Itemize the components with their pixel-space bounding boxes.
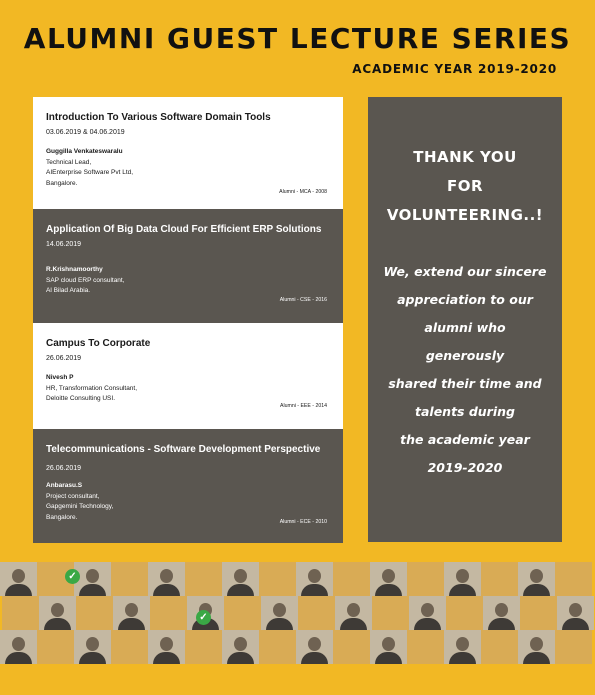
- academic-year: ACADEMIC YEAR 2019-2020: [352, 62, 557, 76]
- lecture-card: [33, 323, 343, 429]
- speaker-detail: Al Bilad Arabia.: [46, 287, 91, 294]
- grid-tile: [333, 562, 370, 596]
- thanks-message-line: alumni who: [424, 320, 506, 335]
- lecture-card: [33, 97, 343, 209]
- grid-tile: [333, 630, 370, 664]
- lecture-card: [33, 209, 343, 323]
- alumni-tag: Alumni - MCA - 2008: [279, 189, 327, 195]
- alumni-tag: Alumni - CSE - 2016: [279, 297, 327, 303]
- grid-tile: [481, 562, 518, 596]
- grid-tile: [2, 596, 39, 630]
- grid-tile: [520, 596, 557, 630]
- thank-you-panel: [368, 97, 562, 542]
- speaker-info: [46, 373, 330, 405]
- alumni-tag: Alumni - EEE - 2014: [280, 403, 327, 409]
- grid-tile: [555, 630, 592, 664]
- grid-tile: [37, 630, 74, 664]
- grid-tile: [298, 596, 335, 630]
- grid-tile: [555, 562, 592, 596]
- lecture-date: 14.06.2019: [46, 241, 82, 248]
- lecture-card: [33, 429, 343, 543]
- person-photo: [557, 596, 594, 630]
- grid-tile: [76, 596, 113, 630]
- thanks-message-line: generously: [425, 348, 505, 363]
- lecture-list: [33, 97, 343, 543]
- lecture-title: Application Of Big Data Cloud For Efficient ERP Solutions: [46, 224, 322, 235]
- lecture-date: 26.06.2019: [46, 465, 82, 472]
- check-icon: ✓: [196, 610, 211, 625]
- speaker-info: [46, 147, 330, 189]
- lecture-title: Campus To Corporate: [46, 338, 151, 349]
- speaker-detail: Deloitte Consulting USI.: [46, 395, 116, 402]
- person-photo: [39, 596, 76, 630]
- person-photo: [409, 596, 446, 630]
- speaker-detail: Technical Lead,: [46, 158, 92, 166]
- person-photo: [296, 562, 333, 596]
- person-photo: [74, 630, 111, 664]
- grid-tile: [150, 596, 187, 630]
- person-photo: [148, 562, 185, 596]
- thanks-message-line: We, extend our sincere: [383, 264, 547, 279]
- person-photo: [444, 562, 481, 596]
- person-photo: [296, 630, 333, 664]
- person-photo: [483, 596, 520, 630]
- alumni-tag: Alumni - ECE - 2010: [279, 519, 327, 525]
- person-photo: [222, 562, 259, 596]
- thanks-message-line: the academic year: [400, 432, 530, 447]
- person-photo: [518, 630, 555, 664]
- grid-tile: [111, 630, 148, 664]
- thanks-message-line: shared their time and: [388, 376, 542, 391]
- grid-tile: [481, 630, 518, 664]
- person-photo: [148, 630, 185, 664]
- speaker-detail: Gapgemini Technology,: [46, 503, 114, 510]
- person-photo: [113, 596, 150, 630]
- check-icon: ✓: [65, 569, 80, 584]
- thanks-heading-line: FOR: [446, 177, 484, 195]
- thanks-heading-line: VOLUNTEERING..!: [386, 206, 544, 224]
- speaker-detail: SAP cloud ERP consultant,: [46, 276, 125, 284]
- person-photo: [518, 562, 555, 596]
- speaker-name: Anbarasu.S: [46, 482, 83, 489]
- grid-tile: [259, 562, 296, 596]
- grid-tile: [446, 596, 483, 630]
- speaker-info: [46, 481, 330, 523]
- lecture-title: Telecommunications - Software Development Perspective: [46, 444, 321, 455]
- grid-tile: [224, 596, 261, 630]
- speaker-detail: Bangalore.: [46, 179, 78, 187]
- speaker-detail: Project consultant,: [46, 492, 100, 500]
- alumni-photo-grid: [0, 558, 595, 695]
- lecture-title: Introduction To Various Software Domain Tools: [46, 112, 271, 123]
- grid-tile: [259, 630, 296, 664]
- grid-tile: [372, 596, 409, 630]
- grid-tile: [407, 630, 444, 664]
- grid-tile: [407, 562, 444, 596]
- grid-tile: [185, 562, 222, 596]
- person-photo: [370, 562, 407, 596]
- grid-tile: [111, 562, 148, 596]
- speaker-name: Nivesh P: [46, 374, 74, 381]
- thanks-heading-line: THANK YOU: [413, 148, 517, 166]
- speaker-detail: HR, Transformation Consultant,: [46, 384, 138, 392]
- page-title: ALUMNI GUEST LECTURE SERIES: [23, 22, 572, 55]
- lecture-date: 26.06.2019: [46, 355, 82, 362]
- person-photo: [0, 562, 37, 596]
- person-photo: [370, 630, 407, 664]
- person-photo: [222, 630, 259, 664]
- thanks-message-line: appreciation to our: [397, 292, 533, 307]
- thanks-message-line: 2019-2020: [427, 460, 503, 475]
- speaker-info: [46, 265, 330, 297]
- speaker-name: R.Krishnamoorthy: [46, 266, 103, 273]
- thanks-message-line: talents during: [415, 404, 515, 419]
- person-photo: [0, 630, 37, 664]
- speaker-detail: AIEnterprise Software Pvt Ltd,: [46, 169, 134, 176]
- person-photo: [335, 596, 372, 630]
- lecture-date: 03.06.2019 & 04.06.2019: [46, 129, 125, 136]
- speaker-detail: Bangalore.: [46, 513, 78, 521]
- person-photo: [444, 630, 481, 664]
- speaker-name: Guggilla Venkateswaralu: [46, 148, 123, 155]
- grid-tile: [185, 630, 222, 664]
- person-photo: [261, 596, 298, 630]
